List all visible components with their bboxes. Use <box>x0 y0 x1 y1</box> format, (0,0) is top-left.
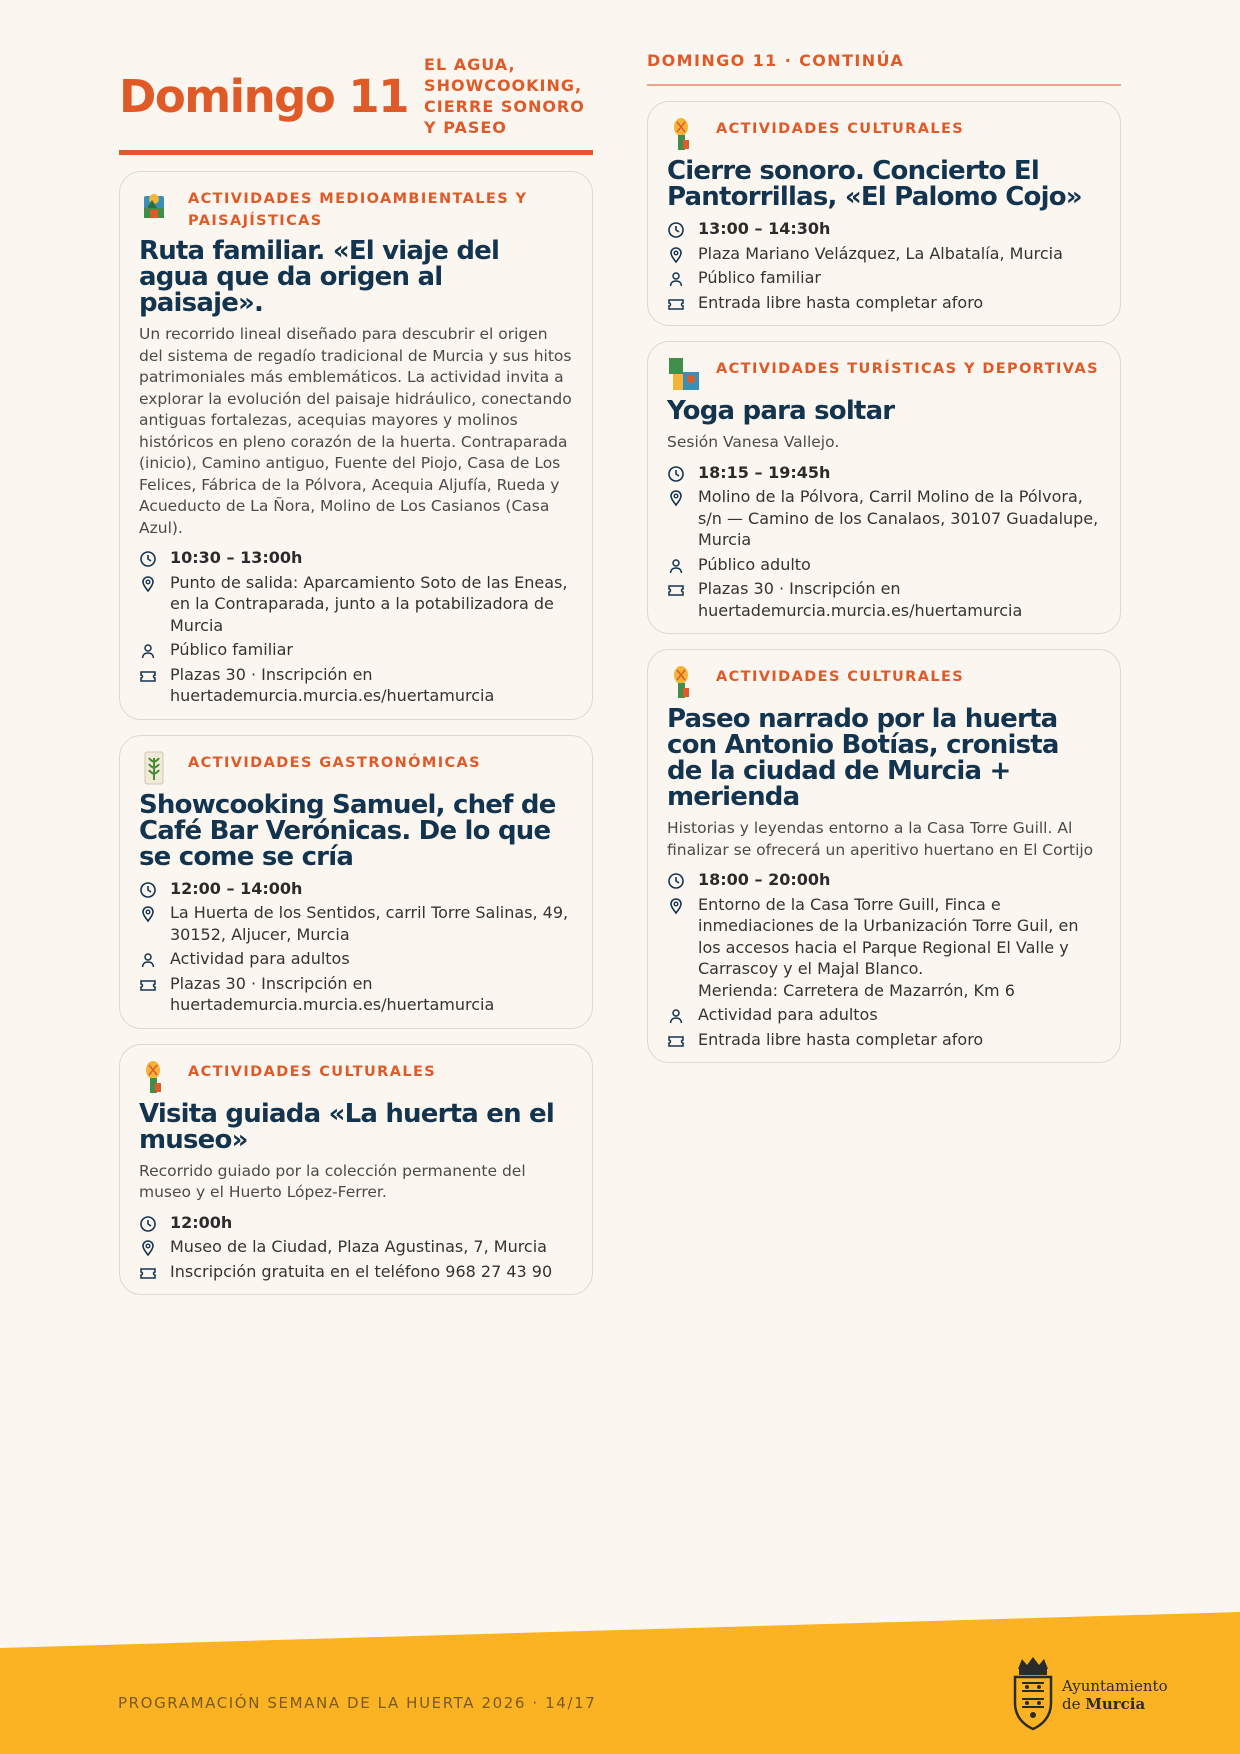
event-card <box>647 101 1121 326</box>
event-time: 10:30 – 13:00h <box>170 548 303 567</box>
ticket-icon <box>139 1264 157 1282</box>
event-audience: Actividad para adultos <box>170 949 350 968</box>
event-ticket: Entrada libre hasta completar aforo <box>698 1029 984 1049</box>
continued-divider <box>647 84 1121 86</box>
clock-icon <box>667 221 685 239</box>
audience-row <box>139 948 573 970</box>
person-icon <box>667 1007 685 1025</box>
clock-icon <box>667 872 685 890</box>
audience-row <box>139 639 573 661</box>
logo-line2-prefix: de <box>1062 1695 1081 1713</box>
event-time: 13:00 – 14:30h <box>698 219 831 238</box>
event-title: Cierre sonoro. Concierto El Pantorrillas, «El Palomo Cojo» <box>667 156 1082 212</box>
culture-icon <box>139 1059 169 1095</box>
category-label: ACTIVIDADES GASTRONÓMICAS <box>188 754 481 771</box>
location-pin-icon <box>139 1239 157 1257</box>
ticket-icon <box>667 581 685 599</box>
location-pin-icon <box>667 489 685 507</box>
location-pin-icon <box>139 575 157 593</box>
location-pin-icon <box>667 246 685 264</box>
logo-line1: Ayuntamiento <box>1062 1677 1168 1695</box>
audience-row <box>667 554 1101 576</box>
location-pin-icon <box>667 897 685 915</box>
clock-icon <box>139 550 157 568</box>
location-row <box>139 572 573 637</box>
day-header <box>119 50 593 142</box>
right-column <box>647 50 1121 1078</box>
event-time: 18:00 – 20:00h <box>698 870 831 889</box>
culture-icon <box>667 116 697 152</box>
event-title: Yoga para soltar <box>667 396 895 426</box>
audience-row <box>667 1004 1101 1026</box>
coat-of-arms-icon <box>1010 1655 1056 1735</box>
category-label: ACTIVIDADES MEDIOAMBIENTALES Y PAISAJÍSTICAS <box>188 191 528 229</box>
time-row <box>139 878 573 900</box>
event-description: Recorrido guiado por la colección permanente del museo y el Huerto López-Ferrer. <box>139 1161 526 1201</box>
person-icon <box>667 557 685 575</box>
category-label: ACTIVIDADES TURÍSTICAS Y DEPORTIVAS <box>716 361 1099 377</box>
location-row <box>667 486 1101 551</box>
ticket-row <box>139 1261 573 1283</box>
event-ticket: Entrada libre hasta completar aforo <box>698 292 984 312</box>
category-label: ACTIVIDADES CULTURALES <box>188 1063 437 1080</box>
ticket-row <box>139 973 573 1016</box>
event-title: Visita guiada «La huerta en el museo» <box>139 1098 554 1155</box>
culture-icon <box>667 664 697 700</box>
event-card <box>119 735 593 1029</box>
day-title: Domingo 11 <box>119 69 409 123</box>
time-row <box>139 1212 573 1234</box>
footer-text: PROGRAMACIÓN SEMANA DE LA HUERTA 2026 · 14/17 <box>118 1694 597 1712</box>
event-location: Punto de salida: Aparcamiento Soto de las Eneas, en la Contraparada, junto a la potabilizadora de Murcia <box>170 572 568 635</box>
event-title: Paseo narrado por la huerta con Antonio Botías, cronista de la ciudad de Murcia + merienda <box>667 704 1059 812</box>
event-location: Plaza Mariano Velázquez, La Albatalía, Murcia <box>698 243 1063 263</box>
person-icon <box>139 642 157 660</box>
category-label: ACTIVIDADES CULTURALES <box>716 669 965 685</box>
event-title: Showcooking Samuel, chef de Café Bar Verónicas. De lo que se come se cría <box>139 789 556 872</box>
ticket-icon <box>667 1032 685 1050</box>
location-row <box>139 1236 573 1258</box>
logo-line2 <box>1062 1695 1168 1713</box>
event-time: 18:15 – 19:45h <box>698 462 831 482</box>
location-pin-icon <box>139 905 157 923</box>
ticket-icon <box>139 667 157 685</box>
audience-row <box>667 267 1101 289</box>
clock-icon <box>139 1215 157 1233</box>
event-location-block <box>698 894 1101 1002</box>
ticket-row <box>667 292 1101 314</box>
left-column <box>119 50 593 1310</box>
event-time: 12:00 – 14:00h <box>170 878 303 898</box>
header-divider <box>119 150 593 155</box>
location-row <box>667 894 1101 1002</box>
event-card <box>647 341 1121 634</box>
ticket-row <box>667 1029 1101 1051</box>
event-card <box>119 171 593 720</box>
person-icon <box>667 270 685 288</box>
event-location: Entorno de la Casa Torre Guill, Finca e inmediaciones de la Urbanización Torre Guil, en los accesos hacia el Parque Regional El Valle y Carrascoy y el Majal Blanco. <box>698 894 1079 978</box>
event-ticket: Plazas 30 · Inscripción en huertademurcia.murcia.es/huertamurcia <box>698 579 1023 620</box>
event-ticket: Inscripción gratuita en el teléfono 968 27 43 90 <box>170 1261 553 1281</box>
event-location: Molino de la Pólvora, Carril Molino de la Pólvora, s/n — Camino de los Canalaos, 30107 Guadalupe, Murcia <box>698 487 1099 549</box>
continued-title: DOMINGO 11 · CONTINÚA <box>647 51 905 70</box>
ticket-row <box>139 664 573 707</box>
event-audience: Público familiar <box>698 268 821 287</box>
event-location: La Huerta de los Sentidos, carril Torre Salinas, 49, 30152, Aljucer, Murcia <box>170 903 569 944</box>
category-label: ACTIVIDADES CULTURALES <box>716 121 965 137</box>
time-row <box>667 869 1101 891</box>
day-subtitle: EL AGUA, SHOWCOOKING, CIERRE SONORO Y PASEO <box>424 55 585 137</box>
person-icon <box>139 951 157 969</box>
event-audience: Público familiar <box>170 640 293 659</box>
ticket-icon <box>139 976 157 994</box>
event-audience: Público adulto <box>698 554 811 574</box>
event-card <box>119 1044 593 1296</box>
time-row <box>139 547 573 569</box>
event-location: Museo de la Ciudad, Plaza Agustinas, 7, Murcia <box>170 1237 547 1256</box>
time-row <box>667 218 1101 240</box>
location-row <box>139 902 573 945</box>
tourism-sports-icon <box>667 356 697 392</box>
event-time: 12:00h <box>170 1212 233 1232</box>
event-location-extra: Merienda: Carretera de Mazarrón, Km 6 <box>698 980 1015 1000</box>
event-card <box>647 649 1121 1063</box>
time-row <box>667 462 1101 484</box>
event-ticket: Plazas 30 · Inscripción en huertademurcia.murcia.es/huertamurcia <box>170 973 495 1014</box>
ticket-icon <box>667 295 685 313</box>
event-description: Sesión Vanesa Vallejo. <box>667 433 840 451</box>
location-row <box>667 243 1101 265</box>
landscape-icon <box>139 186 169 222</box>
ticket-row <box>667 578 1101 621</box>
event-description: Un recorrido lineal diseñado para descubrir el origen del sistema de regadío tradicional de Murcia y sus hitos patrimoniales más emblemáticos. La actividad invita a explorar la evolución del paisaje hidráulico, conectando antiguas fortalezas, acequias mayores y molinos históricos en pleno corazón de la huerta. Contraparada (inicio), Camino antiguo, Fuente del Piojo, Casa de Los Felices, Fábrica de la Pólvora, Acequia Aljufía, Rueda y Acueducto de La Ñora, Molino de Los Casianos (Casa Azul). <box>139 325 572 537</box>
logo-line2-bold: Murcia <box>1085 1695 1146 1713</box>
wheat-icon <box>139 750 169 786</box>
logo-text <box>1062 1677 1168 1713</box>
event-title: Ruta familiar. «El viaje del agua que da origen al paisaje». <box>139 236 500 318</box>
event-ticket: Plazas 30 · Inscripción en huertademurcia.murcia.es/huertamurcia <box>170 664 495 705</box>
ayuntamiento-logo <box>1010 1655 1168 1735</box>
clock-icon <box>139 881 157 899</box>
event-description: Historias y leyendas entorno a la Casa Torre Guill. Al finalizar se ofrecerá un aperitivo huertano en El Cortijo <box>667 819 1094 859</box>
event-audience: Actividad para adultos <box>698 1005 878 1024</box>
clock-icon <box>667 465 685 483</box>
